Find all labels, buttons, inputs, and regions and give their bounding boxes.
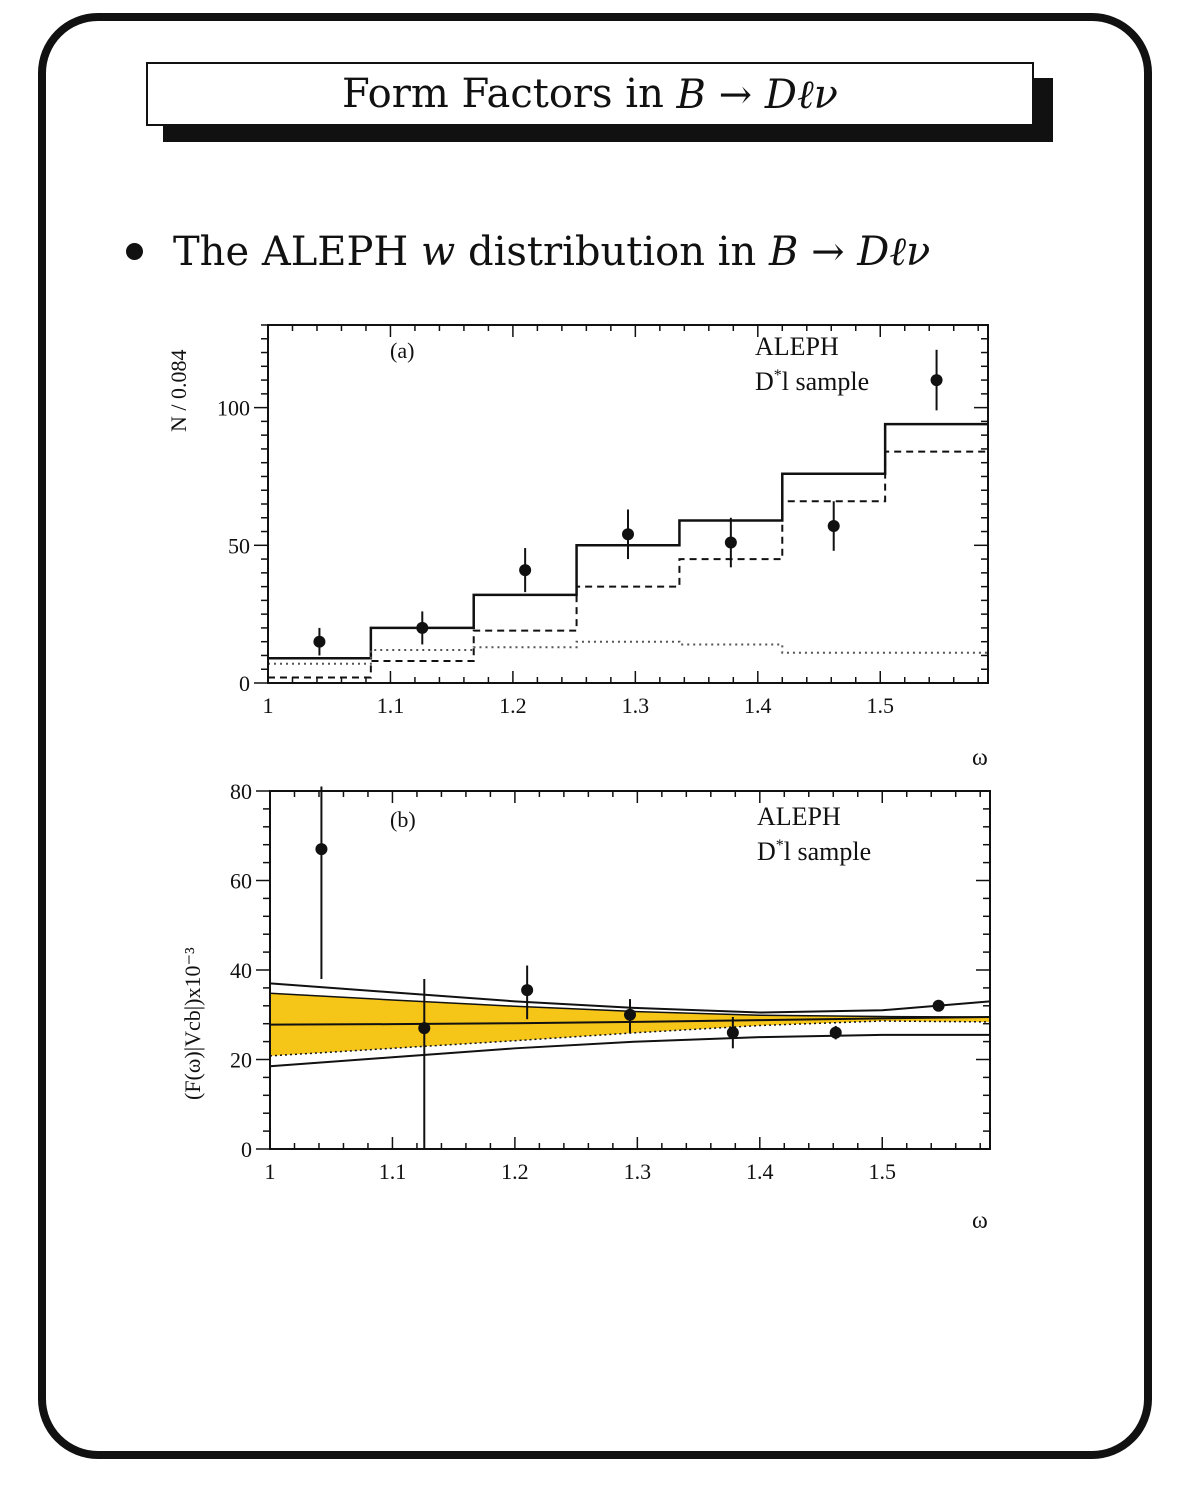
bullet-math: B → Dℓν <box>768 229 931 275</box>
chart-a-legend-sample-d: D <box>755 367 774 396</box>
chart-a-x-tick-label: 1.5 <box>866 693 894 718</box>
bullet-mid: distribution in <box>455 229 769 275</box>
chart-b-y-tick-label: 60 <box>230 868 252 894</box>
chart-b-y-tick-label: 0 <box>241 1137 252 1162</box>
chart-b-x-tick-label: 1.3 <box>623 1159 652 1184</box>
chart-a-y-tick-label: 100 <box>217 395 250 421</box>
chart-b-x-tick-label: 1 <box>264 1159 276 1184</box>
chart-b-legend-rest: l sample <box>783 837 872 866</box>
chart-b-x-tick-label: 1.4 <box>746 1159 774 1184</box>
chart-b-y-tick-label: 40 <box>230 958 252 983</box>
chart-b-panel-label: (b) <box>390 807 416 832</box>
chart-b-data-point <box>418 1022 430 1034</box>
chart-a-y-tick-label: 50 <box>228 533 250 559</box>
chart-b-data-point <box>933 1000 945 1012</box>
chart-a-legend-rest: l sample <box>781 367 870 396</box>
chart-b-legend-sup: * <box>775 837 784 854</box>
chart-b-legend-sample <box>757 837 871 866</box>
chart-b-axes <box>230 779 990 1184</box>
chart-b-x-tick-label: 1.2 <box>501 1159 529 1184</box>
title-text: Form Factors in <box>342 71 664 117</box>
chart-a-x-tick-label: 1 <box>262 693 274 718</box>
chart-a-panel-label: (a) <box>390 338 415 363</box>
chart-b-legend-sample-d: D <box>757 837 776 866</box>
chart-b-data-point <box>624 1009 636 1021</box>
chart-a-legend-title: ALEPH <box>755 332 839 361</box>
chart-a-x-tick-label: 1.2 <box>499 693 527 718</box>
chart-b-data-point <box>727 1027 739 1039</box>
chart-a-xlabel: ω <box>972 745 988 771</box>
chart-b-xlabel: ω <box>972 1208 988 1234</box>
chart-b-y-tick-label: 80 <box>230 779 252 804</box>
chart-a-x-tick-label: 1.1 <box>376 693 405 718</box>
chart-b-data-point <box>521 984 533 996</box>
chart-a-x-tick-label: 1.3 <box>621 693 650 718</box>
chart-b-x-tick-label: 1.1 <box>378 1159 407 1184</box>
chart-a-legend-sup: * <box>773 367 782 384</box>
chart-a-y-tick-label: 0 <box>239 671 250 696</box>
chart-b-legend-title: ALEPH <box>757 802 841 831</box>
chart-b-frame <box>270 791 990 1149</box>
chart-a-x-tick-label: 1.4 <box>744 693 772 718</box>
chart-b-ylabel: (F(ω)|Vcb|)x10⁻³ <box>180 947 205 1100</box>
chart-b-x-tick-label: 1.5 <box>868 1159 896 1184</box>
bullet-var: w <box>421 229 456 275</box>
chart-b-y-tick-label: 20 <box>230 1047 252 1073</box>
chart-b-data-point <box>830 1027 842 1039</box>
title-math: B → Dℓν <box>676 71 838 118</box>
chart-a-ylabel: N / 0.084 <box>166 349 191 432</box>
bullet-pre: The ALEPH <box>173 229 421 275</box>
chart-b-data-point <box>315 843 327 855</box>
